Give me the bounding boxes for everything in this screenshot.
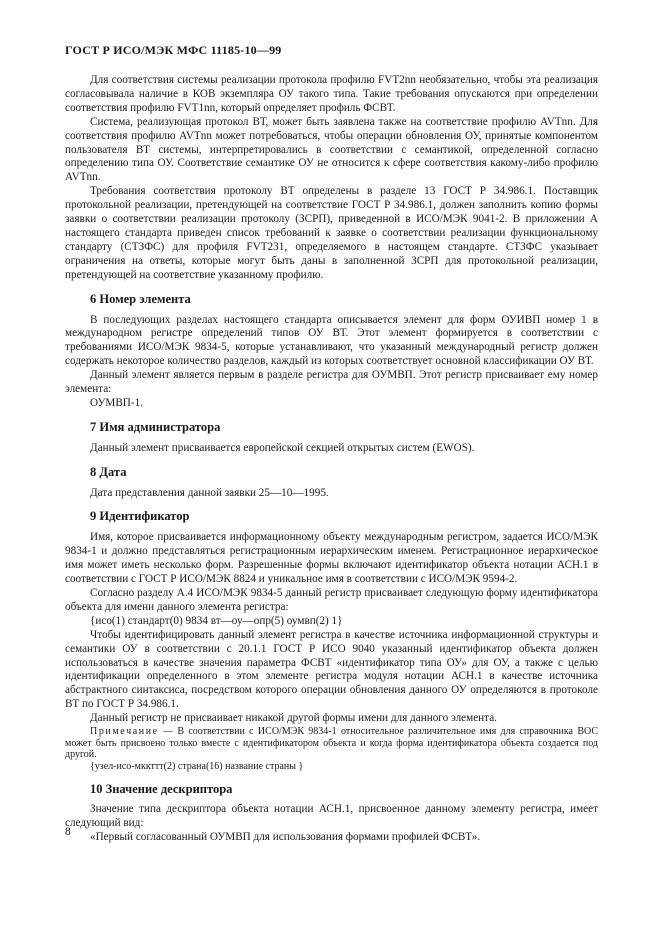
object-identifier-formula: {исо(1) стандарт(0) 9834 вт—оу—опр(5) оумвп(2) 1}	[90, 614, 343, 627]
paragraph: Чтобы идентифицировать данный элемент регистра в качестве источника информационной структуры и семантики ОУ в соответствии с 20.1.1 ГОСТ Р ИСО 9040 указанный идентификатор объекта должен использоваться в качестве значения параметра ФСВТ «идентификатор типа ОУ» для ОУ, а также с целью идентификации определенного в этом элементе регистра модуля нотации АСН.1 в качестве источника абстрактного синтаксиса, посредством которого операции обновления данного ОУ определяются в протоколе ВТ по ГОСТ Р 34.986.1.	[65, 628, 598, 711]
paragraph: Значение типа дескриптора объекта нотации АСН.1, присвоенное данному элементу регистра, имеет следующий вид:	[65, 803, 598, 830]
page-number: 8	[65, 826, 71, 838]
document-header: ГОСТ Р ИСО/МЭК МФС 11185-10—99	[65, 43, 282, 57]
document-body	[65, 74, 598, 845]
paragraph: Система, реализующая протокол ВТ, может быть заявлена также на соответствие профилю AVTnn. Для соответствия профилю AVTnn может потребоваться, чтобы операции обновления ОУ, принятые компонентом пользователя ВТ системы, интерпретировались в соответствии с семантикой, определенной согласно определению типа ОУ. Соответствие семантике ОУ не относится к сфере соответствия какому-либо профилю AVTnn.	[65, 115, 598, 184]
paragraph: Имя, которое присваивается информационному объекту международным регистром, задается ИСО/МЭК 9834-1 и должно представляться регистрационным иерархическим именем. Регистрационное иерархическое имя может иметь несколько форм. Разрешенные формы включают идентификатор объекта нотации АСН.1 в соответствии с ГОСТ Р ИСО/МЭК 8824 и уникальное имя в соответствии с ИСО/МЭК 9594-2.	[65, 531, 598, 586]
note	[65, 726, 598, 761]
paragraph: Согласно разделу А.4 ИСО/МЭК 9834-5 данный регистр присваивает следующую форму идентификатора объекта для имени данного элемента регистра:	[65, 587, 598, 613]
paragraph: В последующих разделах настоящего стандарта описывается элемент для форм ОУИВП номер 1 в международном регистре определений типов ОУ ВТ. Этот элемент формируется в соответствии с требованиями ИСО/МЭК 9834-5, которые устанавливают, что указанный международный регистр должен содержать некоторое количество разделов, каждый из которых соответствует основной классификации ОУ ВТ.	[65, 313, 598, 368]
paragraph: Данный регистр не присваивает никакой другой формы имени для данного элемента.	[90, 712, 497, 725]
paragraph: Требования соответствия протоколу ВТ определены в разделе 13 ГОСТ Р 34.986.1. Поставщик протокольной реализации, претендующей на соответствие ГОСТ Р 34.986.1, должен заполнить копию формы заявки о соответствии реализации протоколу (ЗСРП), приведенной в ИСО/МЭК 9041-2. В приложении А настоящего стандарта приведен список требований к заявке о соответствии реализации функциональному стандарту (СТЗФС) для профиля FVT231, определяемого в настоящем стандарте. СТЗФС указывает ограничения на ответы, которые могут быть даны в заполненной ЗСРП для протокольной реализации, претендующей на соответствие указанному профилю.	[65, 185, 598, 281]
section-heading-7: 7 Имя администратора	[90, 419, 221, 434]
section-heading-10: 10 Значение дескриптора	[90, 781, 233, 796]
paragraph: Данный элемент является первым в разделе регистра для ОУМВП. Этот регистр присваивает ему номер элемента:	[65, 369, 598, 396]
paragraph: Для соответствия системы реализации протокола профилю FVT2nn необязательно, чтобы эта реализация согласовывала наличие в КОВ экземпляра ОУ такого типа. Такие требования опускаются при определении соответствия профилю FVT1nn, который определяет профиль ФСВТ.	[65, 74, 598, 114]
note-label: Примечание	[90, 726, 159, 738]
section-heading-8: 8 Дата	[90, 464, 127, 479]
section-heading-9: 9 Идентификатор	[90, 509, 190, 524]
paragraph: «Первый согласованный ОУМВП для использования формами профилей ФСВТ».	[90, 831, 481, 844]
paragraph: Данный элемент присваивается европейской секцией открытых систем (EWOS).	[90, 441, 475, 454]
note-formula: {узел-исо-мккттт(2) страна(16) название страны }	[90, 760, 304, 772]
element-number: ОУМВП-1.	[90, 396, 143, 409]
note-text: — В соответствии с ИСО/МЭК 9834-1 относительное различительное имя для справочника ВОС может быть присвоено только вместе с идентификатором объекта и когда форма идентификатора объекта создается под другой.	[65, 726, 598, 761]
paragraph: Дата представления данной заявки 25—10—1995.	[90, 486, 329, 499]
section-heading-6: 6 Номер элемента	[90, 291, 191, 306]
